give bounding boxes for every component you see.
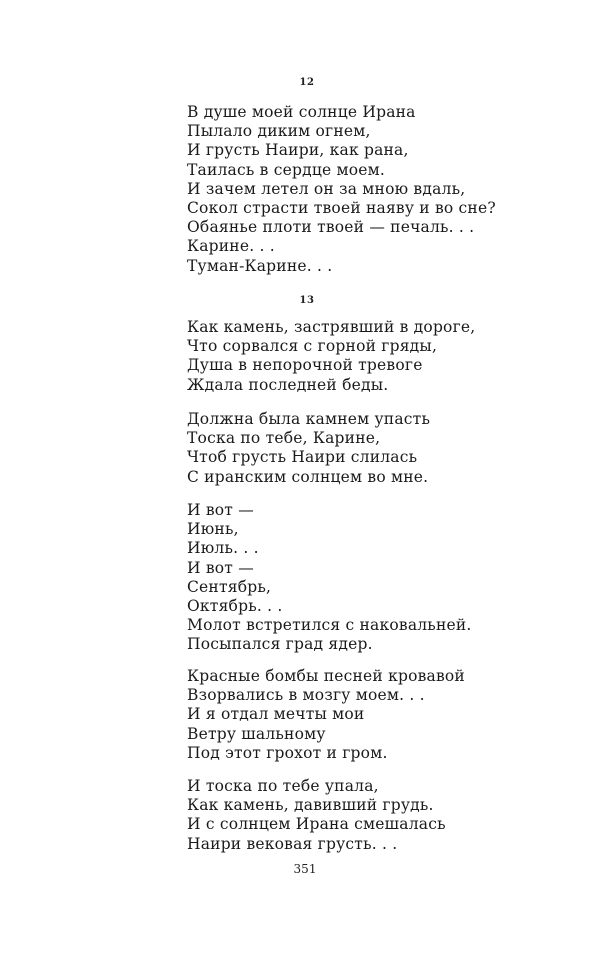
verse-line: И вот — [187,501,254,519]
verse-line: Октябрь. . . [187,596,283,615]
verse-line: Таилась в сердце моем. [187,160,386,179]
verse-line: Под этот грохот и гром. [187,743,388,762]
poem-13-stanza-1 [187,318,517,395]
verse-line: Должна была камнем упасть [187,410,431,428]
verse-line: Наири вековая грусть. . . [187,834,398,853]
verse-line: Ждала последней беды. [187,375,389,394]
verse-line: Туман-Карине. . . [187,256,333,275]
verse-line: С иранским солнцем во мне. [187,467,429,486]
verse-line: Сокол страсти твоей наяву и во сне? [187,198,496,217]
verse-line: Июль. . . [187,539,259,558]
verse-line: И грусть Наири, как рана, [187,141,409,160]
verse-line: Июнь, [187,520,239,539]
verse-line: Карине. . . [187,237,275,256]
verse-line: Чтоб грусть Наири слилась [187,448,418,467]
verse-line: Красные бомбы песней кровавой [187,667,465,685]
verse-line: В душе моей солнце Ирана [187,103,416,121]
verse-line: Что сорвался с горной гряды, [187,337,438,356]
poem-13-stanza-2 [187,410,517,487]
page-number: 351 [293,862,317,876]
verse-line: И с солнцем Ирана смешалась [187,815,446,834]
verse-line: Пылало диким огнем, [187,122,371,141]
verse-line: И я отдал мечты мои [187,705,365,724]
poem-13-stanza-3 [187,501,517,655]
verse-line: И вот — [187,558,254,577]
verse-line: Сентябрь, [187,577,272,596]
verse-line: Молот встретился с наковальней. [187,616,472,635]
verse-line: Тоска по тебе, Карине, [187,429,381,448]
verse-line: Как камень, застрявший в дороге, [187,318,476,336]
verse-line: Обаянье плоти твоей — печаль. . . [187,218,475,237]
verse-line: Взорвались в мозгу моем. . . [187,686,425,705]
poem-13-stanza-4 [187,667,517,763]
poem-12-stanza-1 [187,103,517,276]
poem-13-stanza-5 [187,777,517,854]
verse-line: И тоска по тебе упала, [187,777,379,795]
verse-line: Душа в непорочной тревоге [187,356,423,375]
verse-line: Как камень, давивший грудь. [187,796,434,815]
verse-line: Посыпался град ядер. [187,635,373,654]
verse-line: И зачем летел он за мною вдаль, [187,179,466,198]
poem-number-13: 13 [299,295,315,306]
verse-line: Ветру шальному [187,724,326,743]
poem-number-12: 12 [299,77,315,88]
